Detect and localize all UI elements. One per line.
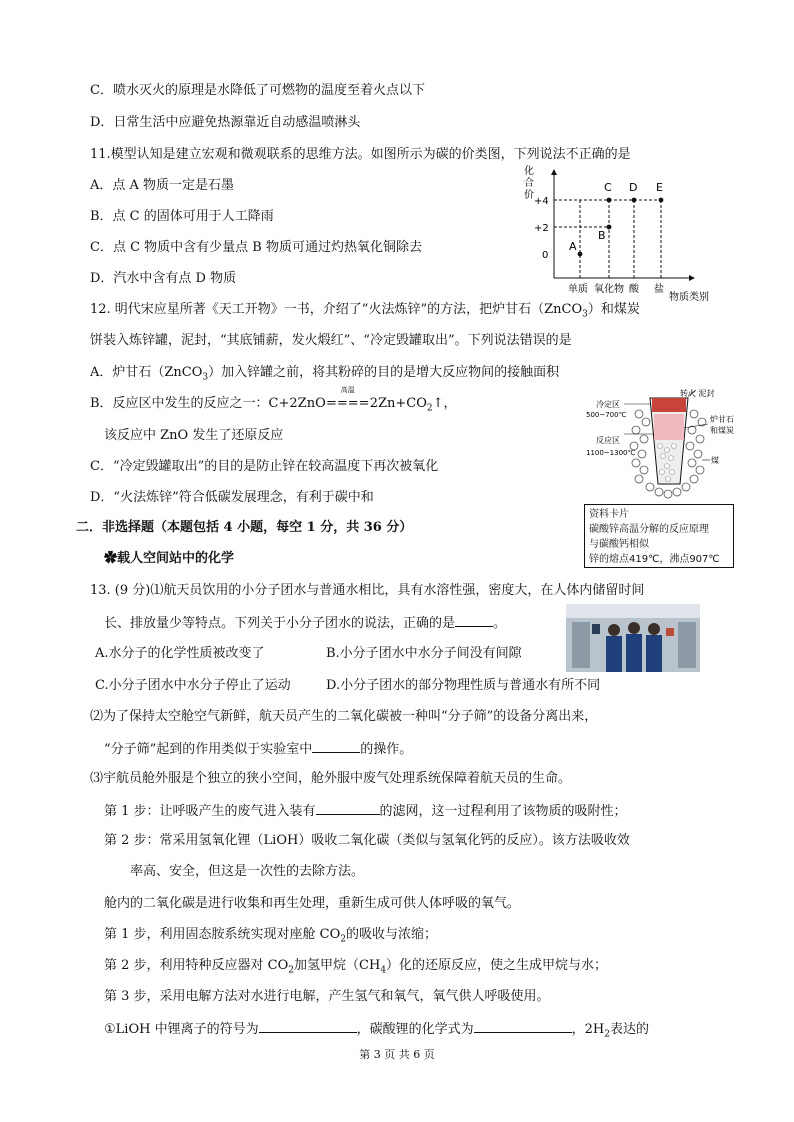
q13-part2-line2: “分子筛”起到的作用类似于实验室中 的操作。 [104,739,412,759]
answer-blank-2 [312,739,360,753]
reaction-arrow-high-temp: 高温 ==== [325,386,370,411]
x-tick-salt: 盐 [654,284,664,295]
q12-option-d: D．“火法炼锌”符合低碳发展理念，有利于碳中和 [90,490,374,505]
q12-option-b: B．反应区中发生的反应之一：C+2ZnO 高温 $====2Zn+CO_2↑$， [90,386,457,414]
q13-line2: 长、排放量少等特点。下列关于小分子团水的说法，正确的是 。 [104,613,506,633]
q11-stem: 11.模型认知是建立宏观和微观联系的思维方法。如图所示为碳的价类图，下列说法不正确的是 [90,147,631,162]
q13-line1: 13. (9 分)⑴航天员饮用的小分子团水与普通水相比，具有水溶性强，密度大，在人体内储留时间 [90,583,645,598]
q13-cabin-intro: 舱内的二氧化碳是进行收集和再生处理，重新生成可供人体呼吸的氧气。 [104,896,521,911]
y-tick-plus4: +4 [534,196,549,207]
carbon-valence-chart [514,160,714,302]
q13-option-b: B.小分子团水中水分子间没有间隙 [326,646,522,661]
q13-option-a: A.水分子的化学性质被改变了 [95,646,265,661]
answer-blank-1 [455,613,493,627]
q13-part2-line1: ⑵为了保持太空舱空气新鲜，航天员产生的二氧化碳被一种叫“分子筛”的设备分离出来， [90,709,598,724]
q10-option-c: C．喷水灭火的原理是水降低了可燃物的温度至着火点以下 [90,83,425,98]
furnace-label-top: 转火 泥封 [680,389,715,398]
q13-cabin-step3: 第 3 步，采用电解方法对水进行电解，产生氢气和氧气，氧气供人呼吸使用。 [104,989,550,1004]
q12-option-b-line2: 该反应中 ZnO 发生了还原反应 [104,428,284,443]
zinc-smelting-furnace-figure [584,384,744,502]
q13-step1: 第 1 步：让呼吸产生的废气进入装有 的滤网，这一过程利用了该物质的吸附性； [104,801,627,821]
y-title-2: 合 [524,178,534,189]
x-tick-oxide: 氧化物 [594,284,624,295]
point-c [607,198,612,203]
topic-heading: ✿载人空间站中的化学 [104,551,235,566]
astronauts-photo [566,604,700,672]
info-card-title: 资料卡片 [589,509,629,520]
x-tick-elemental: 单质 [568,284,588,295]
point-d-label: D [629,181,638,194]
point-c-label: C [604,181,612,194]
q13-step2-line2: 率高、安全，但这是一次性的去除方法。 [130,864,365,879]
y-tick-0: 0 [542,250,549,261]
info-card-line2: 与碳酸钙相似 [589,539,649,550]
cool-zone-label: 冷定区 [596,400,620,409]
page-footer: 第 3 页 共 6 页 [359,1048,435,1061]
q13-cabin-step2: 第 2 步，利用特种反应器对 $CO_2$加氢甲烷$(CH_4)$化的还原反应，使之生成甲烷与水； [104,958,608,976]
y-title-1: 化 [524,166,534,177]
x-tick-acid: 酸 [629,284,639,295]
coal-label: 煤 [711,456,719,465]
q13-subquestion-1: ①LiOH 中锂离子的符号为 ，碳酸锂的化学式为 ，$2H_2$表达的 [104,1019,649,1044]
x-axis-title: 物质类别 [669,292,709,302]
info-card [584,504,734,568]
point-a [578,252,583,257]
y-title-3: 价 [524,190,534,201]
answer-blank-4 [259,1019,357,1033]
cool-zone-temp: 500~700℃ [586,411,627,419]
part2-heading: 二．非选择题（本题包括 4 小题，每空 1 分，共 36 分） [76,520,413,535]
point-a-label: A [569,240,577,253]
q10-option-d: D．日常生活中应避免热源靠近自动感温喷淋头 [90,115,361,130]
q13-option-c: C.小分子团水中水分子停止了运动 [95,678,291,693]
q11-option-d: D．汽水中含有点 D 物质 [90,271,237,286]
q13-cabin-step1: 第 1 步，利用固态胺系统实现对座舱 $CO_2$的吸收与浓缩； [104,927,438,945]
q13-option-d: D.小分子团水的部分物理性质与普通水有所不同 [326,678,601,693]
reaction-zone-label: 反应区 [596,436,620,445]
y-tick-plus2: +2 [534,223,549,234]
q11-option-a: A．点 A 物质一定是石墨 [90,178,235,193]
reaction-zone-temp: 1100~1300℃ [586,449,636,457]
point-e-label: E [656,181,663,194]
info-card-line3: 锌的熔点419℃，沸点907℃ [589,554,720,565]
ore-label-line1: 炉甘石 [710,415,734,424]
q12-stem-line2: 饼装入炼锌罐，泥封，“其底铺薪，发火煅红”、“冷定毁罐取出”。下列说法错误的是 [90,333,572,348]
q12-stem-line1: 12. 明代宋应星所著《天工开物》一书，介绍了“火法炼锌”的方法，把炉甘石（ZnCO$_3$）和煤炭 [90,302,640,320]
info-card-line1: 碳酸锌高温分解的反应原理 [589,524,709,535]
q13-part3-line1: ⑶宇航员舱外服是个独立的狭小空间，舱外服中废气处理系统保障着航天员的生命。 [90,771,572,786]
q13-step2-line1: 第 2 步：常采用氢氧化锂（LiOH）吸收二氧化碳（类似与氢氧化钙的反应）。该方法吸收效 [104,833,630,848]
answer-blank-3 [316,801,380,815]
ore-label-line2: 和煤炭 [710,426,734,435]
answer-blank-5 [474,1019,572,1033]
q11-option-c: C．点 C 物质中含有少量点 B 物质可通过灼热氧化铜除去 [90,240,422,255]
q11-option-b: B．点 C 的固体可用于人工降雨 [90,209,274,224]
point-e [659,198,664,203]
point-d [632,198,637,203]
q12-option-c: C．“冷定毁罐取出”的目的是防止锌在较高温度下再次被氧化 [90,459,439,474]
point-b-label: B [598,229,606,242]
point-b [607,225,612,230]
q12-option-a: A．炉甘石（ZnCO$_3$）加入锌罐之前，将其粉碎的目的是增大反应物间的接触面积 [90,365,560,383]
